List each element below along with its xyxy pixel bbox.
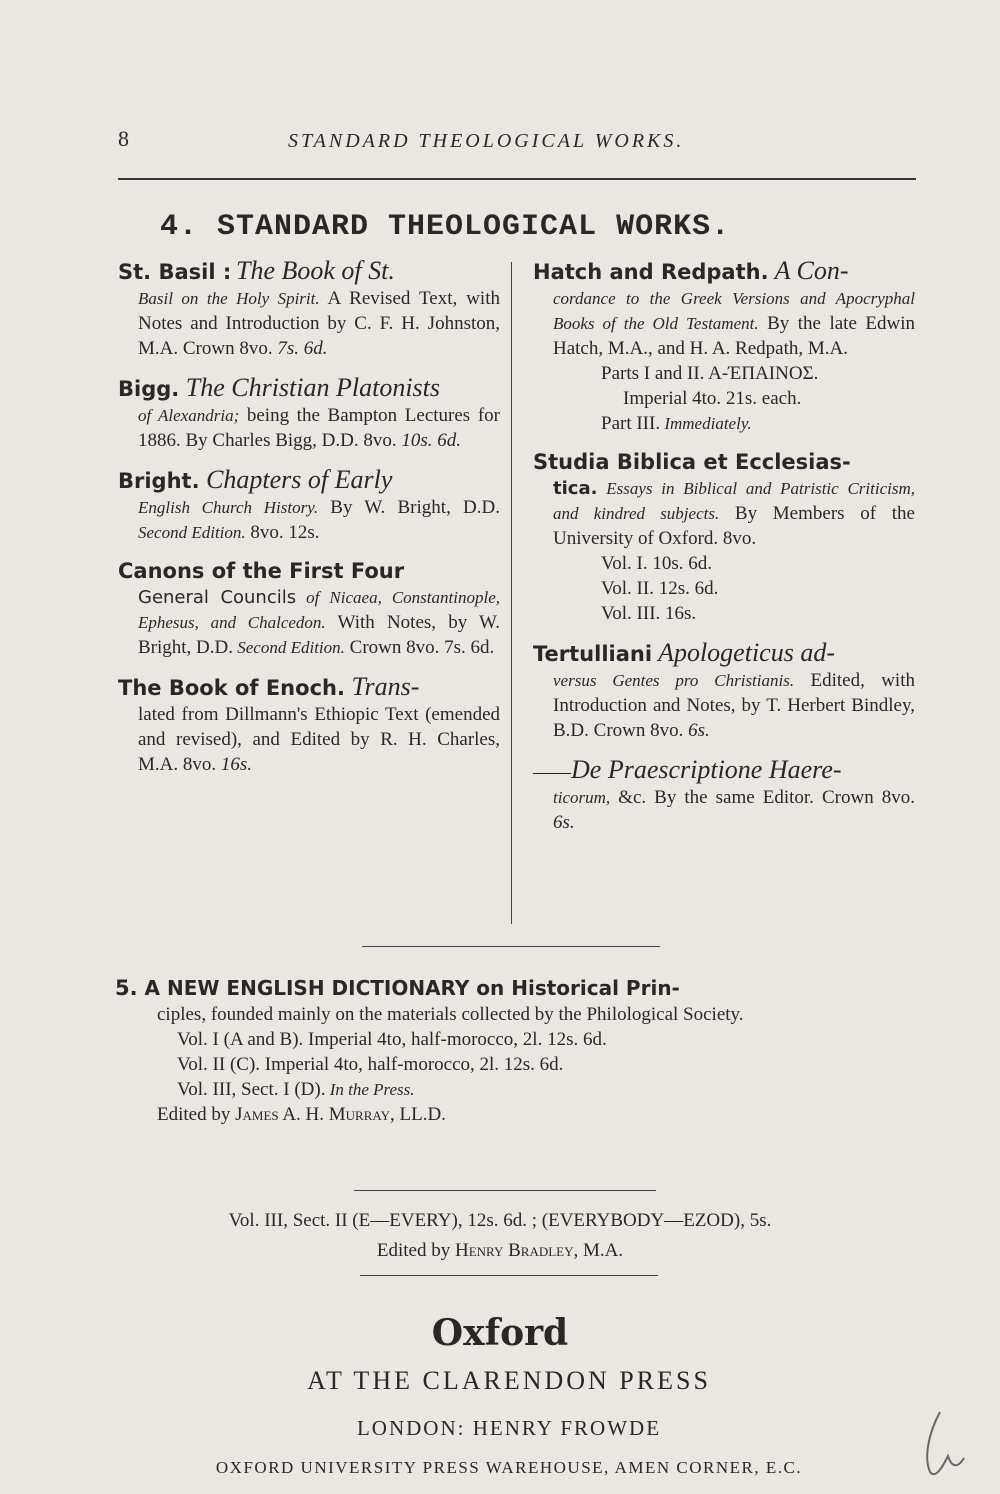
- entry-body: By Members of the University of Oxford. 8vo.: [553, 503, 915, 549]
- running-head: [118, 126, 918, 156]
- part-3-label: Part III.: [601, 413, 661, 434]
- entry-author: The Book of Enoch.: [118, 676, 345, 700]
- entry-body: being the Bampton Lectures for 1886. By Charles Bigg, D.D. 8vo.: [138, 405, 500, 451]
- entry-bright: [118, 467, 500, 545]
- entry-title-cont: cordance to the Greek Versions and Apocryphal Books of the Old Testament.: [553, 289, 915, 333]
- right-column: [533, 258, 915, 849]
- entry-price: 6s.: [683, 720, 710, 741]
- editor-name: James A. H. Murray: [235, 1104, 390, 1125]
- entry-edition: Second Edition.: [138, 523, 246, 542]
- vol-2-price: Vol. II. 12s. 6d.: [601, 578, 719, 599]
- entry-author: Tertulliani: [533, 642, 653, 666]
- entry-title-cont: ticorum,: [553, 788, 611, 807]
- editor-degree: , M.A.: [573, 1240, 624, 1261]
- entry-body: lated from Dillmann's Ethiopic Text (emended and revised), and Edited by R. H. Charles, M.A. 8vo.: [138, 704, 500, 775]
- entry-title: A Con-: [768, 256, 849, 285]
- pencil-mark: [918, 1406, 978, 1486]
- entry-enoch: [118, 674, 500, 777]
- entry-price: 8vo. 12s.: [245, 522, 320, 543]
- entry-desc: A Revised: [319, 288, 411, 309]
- entry-subtitle: of Nicaea, Constantinople, Ephesus, and Chalcedon.: [138, 588, 500, 632]
- entry-author: Canons of the First Four: [118, 559, 405, 583]
- entry-title: The Book of St.: [235, 256, 395, 285]
- entry-price: 6s.: [553, 812, 575, 833]
- entry-body: &c. By the same Editor. Crown 8vo.: [610, 787, 915, 808]
- section-5: [115, 976, 910, 1127]
- divider-rule: [360, 1275, 658, 1276]
- entry-title-cont: versus Gentes pro Christianis.: [553, 671, 795, 690]
- vol-3-sect-2-notice: [0, 1206, 1000, 1266]
- divider-rule: [354, 1190, 656, 1191]
- dict-vol-2: Vol. II (C). Imperial 4to, half-morocco, 2l. 12s. 6d.: [177, 1054, 564, 1075]
- editor-prefix: Edited by: [376, 1240, 455, 1261]
- editor-degree: , LL.D.: [389, 1104, 446, 1125]
- ditto-dash: ——: [533, 762, 571, 783]
- section-5-number: 5.: [115, 976, 138, 1000]
- imprint-london: LONDON: HENRY FROWDE: [356, 1416, 662, 1440]
- entry-price: Crown 8vo. 7s. 6d.: [344, 637, 495, 658]
- section-5-body: ciples, founded mainly on the materials collected by the Philological Society.: [157, 1004, 744, 1025]
- editor-prefix: Edited by: [157, 1104, 236, 1125]
- entry-title-cont: General Councils: [138, 587, 297, 608]
- entry-price: 16s.: [216, 754, 253, 775]
- column-divider: [511, 262, 512, 924]
- entry-studia: [533, 450, 915, 626]
- dict-vol-3-status: In the Press.: [325, 1080, 415, 1099]
- entry-title-cont: Basil on the Holy Spirit.: [138, 289, 320, 308]
- vol-3-price: Vol. III. 16s.: [601, 603, 697, 624]
- entry-hatch: [533, 258, 915, 436]
- oxford-imprint-title: Oxford: [431, 1312, 569, 1354]
- entry-author: Studia Biblica et Ecclesias-: [533, 450, 851, 474]
- entry-title: De Praescriptione Haere-: [571, 755, 842, 784]
- entry-title: Apologeticus ad-: [652, 638, 835, 667]
- entry-body: By W. Bright, D.D.: [318, 497, 500, 518]
- left-column: [118, 258, 500, 791]
- entry-title: Chapters of Early: [199, 465, 393, 494]
- vol-1-price: Vol. I. 10s. 6d.: [601, 553, 713, 574]
- section-4-heading: 4. STANDARD THEOLOGICAL WORKS.: [160, 210, 731, 244]
- entry-tertulliani: [533, 640, 915, 743]
- entry-subtitle: Essays in Biblical and Patristic Criticism, and kindred subjects.: [553, 479, 915, 523]
- imprint-warehouse: OXFORD UNIVERSITY PRESS WAREHOUSE, AMEN CORNER, E.C.: [215, 1458, 803, 1477]
- entry-title: The Christian Platonists: [179, 373, 441, 402]
- running-title: STANDARD THEOLOGICAL WORKS.: [288, 130, 685, 152]
- entry-author: Bright.: [118, 469, 200, 493]
- dict-vol-1: Vol. I (A and B). Imperial 4to, half-morocco, 2l. 12s. 6d.: [177, 1029, 607, 1050]
- entry-author: Hatch and Redpath.: [533, 260, 769, 284]
- section-divider: [362, 946, 660, 947]
- entry-basil: [118, 258, 500, 361]
- entry-price: 10s. 6d.: [396, 430, 462, 451]
- entry-title-cont: English Church History.: [138, 498, 319, 517]
- part-3-status: Immediately.: [660, 414, 752, 433]
- section-5-heading-cont: on Historical Prin-: [469, 976, 680, 1000]
- page-number: 8: [118, 126, 129, 151]
- section-5-heading: A NEW ENGLISH DICTIONARY: [137, 976, 470, 1000]
- entry-title: Trans-: [344, 672, 420, 701]
- entry-body: Text, with Notes and Introduction by C. F. H. Johnston, M.A. Crown 8vo.: [138, 288, 500, 359]
- entry-praescriptione: [533, 757, 915, 835]
- entry-author: St. Basil :: [118, 260, 232, 284]
- editor-name: Henry Bradley: [454, 1240, 574, 1261]
- entry-body: With Notes, by W. Bright, D.D.: [138, 612, 500, 658]
- entry-author: Bigg.: [118, 377, 180, 401]
- entry-body: By the late Edwin Hatch, M.A., and H. A. Redpath, M.A.: [553, 313, 915, 359]
- vol-3-sect-2-line: Vol. III, Sect. II (E—EVERY), 12s. 6d. ; (EVERYBODY—EZOD), 5s.: [228, 1210, 772, 1231]
- entry-bigg: [118, 375, 500, 453]
- header-rule: [118, 178, 916, 180]
- parts-price: Imperial 4to. 21s. each.: [623, 388, 802, 409]
- parts-line: Parts I and II. A-ΈΠΑΙΝΟΣ.: [601, 363, 819, 384]
- entry-author-cont: tica.: [553, 478, 598, 499]
- entry-edition: Second Edition.: [233, 638, 345, 657]
- dict-vol-3: Vol. III, Sect. I (D).: [177, 1079, 326, 1100]
- entry-price: 7s. 6d.: [272, 338, 328, 359]
- imprint-press: AT THE CLARENDON PRESS: [307, 1366, 711, 1395]
- entry-body: Edited, with Introduction and Notes, by T. Herbert Bindley, B.D. Crown 8vo.: [553, 670, 915, 741]
- entry-canons: [118, 559, 500, 660]
- entry-title-cont: of Alexandria;: [138, 406, 240, 425]
